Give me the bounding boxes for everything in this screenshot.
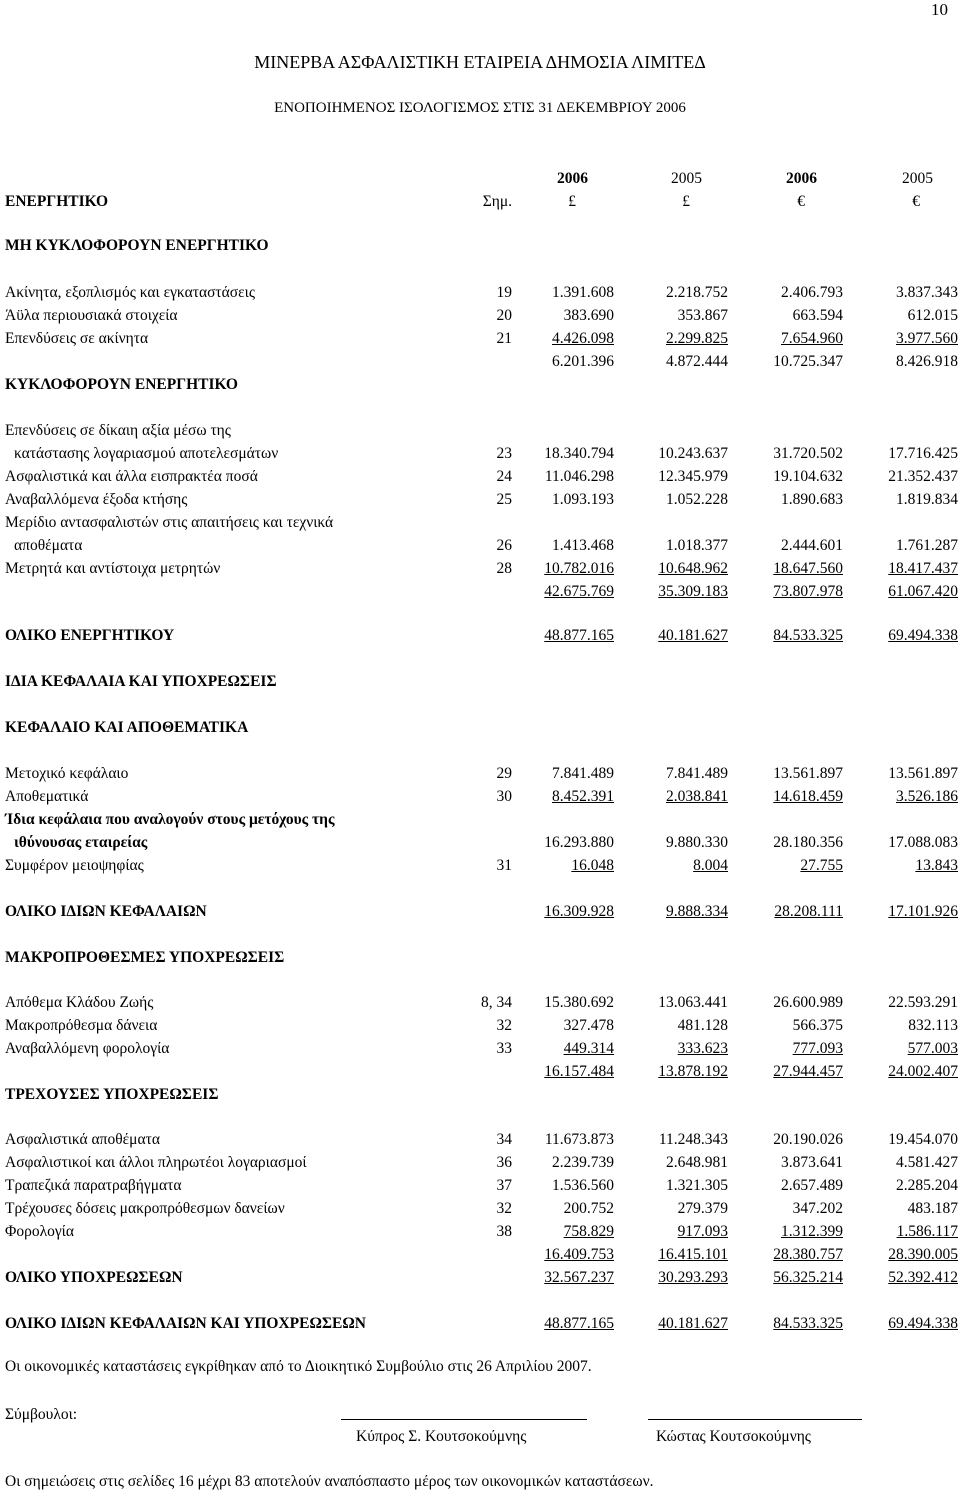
row-value-2005-gbp: 16.415.101 bbox=[658, 1246, 728, 1263]
row-value-2006-gbp: 32.567.237 bbox=[544, 1269, 614, 1286]
table-row bbox=[0, 627, 960, 649]
row-value-2006-gbp: 16.309.928 bbox=[544, 903, 614, 920]
row-value-2006-gbp: 11.673.873 bbox=[544, 1131, 614, 1148]
table-row bbox=[0, 788, 960, 810]
row-value-2006-gbp: 1.413.468 bbox=[552, 537, 614, 554]
row-value-2006-eur: 28.208.111 bbox=[774, 903, 843, 920]
signature-line-1 bbox=[341, 1419, 587, 1420]
row-value-2006-gbp: 42.675.769 bbox=[544, 583, 614, 600]
company-title: ΜΙΝΕΡΒΑ ΑΣΦΑΛΙΣΤΙΚΗ ΕΤΑΙΡΕΙΑ ΔΗΜΟΣΙΑ ΛΙΜΙΤΕΔ bbox=[254, 52, 706, 72]
advisors-label: Σύμβουλοι: bbox=[5, 1406, 78, 1423]
row-value-2005-eur: 69.494.338 bbox=[888, 1315, 958, 1332]
table-row bbox=[0, 1017, 960, 1039]
row-value-2005-gbp: 35.309.183 bbox=[658, 583, 728, 600]
row-note: 24 bbox=[496, 468, 512, 485]
table-row bbox=[0, 1177, 960, 1199]
table-row bbox=[0, 583, 960, 605]
row-value-2005-eur: 1.586.117 bbox=[896, 1223, 958, 1240]
row-value-2005-eur: 24.002.407 bbox=[888, 1063, 958, 1080]
signature-line-2 bbox=[648, 1419, 862, 1420]
row-value-2006-eur: 777.093 bbox=[792, 1040, 843, 1057]
row-value-2006-gbp: 11.046.298 bbox=[544, 468, 614, 485]
table-row bbox=[0, 1315, 960, 1337]
row-note: 25 bbox=[496, 491, 512, 508]
table-row bbox=[0, 994, 960, 1016]
table-row bbox=[0, 284, 960, 306]
row-value-2005-gbp: 8.004 bbox=[693, 857, 728, 874]
row-value-2006-eur: 73.807.978 bbox=[773, 583, 843, 600]
row-note: 26 bbox=[496, 537, 512, 554]
row-value-2006-eur: 19.104.632 bbox=[773, 468, 843, 485]
table-row bbox=[0, 834, 960, 856]
row-label: Επενδύσεις σε ακίνητα bbox=[5, 330, 149, 347]
row-note: 34 bbox=[496, 1131, 512, 1148]
row-label: Μακροπρόθεσμα δάνεια bbox=[5, 1017, 158, 1034]
signatory-1: Κύπρος Σ. Κουτσοκούμνης bbox=[356, 1428, 527, 1445]
table-row bbox=[0, 1131, 960, 1153]
year-2005-eur: 2005 bbox=[902, 170, 933, 187]
row-label: Αναβαλλόμενα έξοδα κτήσης bbox=[5, 491, 188, 508]
row-label: κατάστασης λογαριασμού αποτελεσμάτων bbox=[14, 445, 279, 462]
row-label: Άϋλα περιουσιακά στοιχεία bbox=[5, 307, 178, 324]
row-label: ΙΔΙΑ ΚΕΦΑΛΑΙΑ ΚΑΙ ΥΠΟΧΡΕΩΣΕΙΣ bbox=[5, 673, 277, 690]
row-value-2005-eur: 3.977.560 bbox=[896, 330, 958, 347]
row-value-2006-eur: 84.533.325 bbox=[773, 1315, 843, 1332]
row-note: 36 bbox=[496, 1154, 512, 1171]
table-row bbox=[0, 673, 960, 695]
row-label: Αποθεματικά bbox=[5, 788, 89, 805]
row-value-2005-eur: 612.015 bbox=[907, 307, 958, 324]
table-row bbox=[0, 1246, 960, 1268]
row-value-2006-gbp: 327.478 bbox=[563, 1017, 614, 1034]
table-row bbox=[0, 537, 960, 559]
row-value-2006-gbp: 10.782.016 bbox=[544, 560, 614, 577]
row-value-2006-gbp: 1.391.608 bbox=[552, 284, 614, 301]
row-value-2006-eur: 18.647.560 bbox=[773, 560, 843, 577]
row-label: Τραπεζικά παρατραβήγματα bbox=[5, 1177, 182, 1194]
row-value-2006-gbp: 8.452.391 bbox=[552, 788, 614, 805]
table-row bbox=[0, 422, 960, 444]
row-value-2005-eur: 483.187 bbox=[907, 1200, 958, 1217]
row-label: ΟΛΙΚΟ ΙΔΙΩΝ ΚΕΦΑΛΑΙΩΝ bbox=[5, 903, 207, 920]
row-label: Επενδύσεις σε δίκαιη αξία μέσω της bbox=[5, 422, 231, 439]
row-value-2005-eur: 1.761.287 bbox=[896, 537, 958, 554]
row-note: 37 bbox=[496, 1177, 512, 1194]
row-value-2005-eur: 13.561.897 bbox=[888, 765, 958, 782]
page-number: 10 bbox=[931, 0, 948, 19]
year-2005-gbp: 2005 bbox=[671, 170, 702, 187]
row-value-2005-gbp: 1.321.305 bbox=[666, 1177, 728, 1194]
row-value-2006-eur: 1.890.683 bbox=[781, 491, 843, 508]
row-value-2005-eur: 8.426.918 bbox=[896, 353, 958, 370]
currency-eur-2005: € bbox=[912, 193, 920, 210]
row-note: 33 bbox=[496, 1040, 512, 1057]
row-label: ΟΛΙΚΟ ΕΝΕΡΓΗΤΙΚΟΥ bbox=[5, 627, 175, 644]
table-row bbox=[0, 1154, 960, 1176]
row-value-2005-gbp: 2.299.825 bbox=[666, 330, 728, 347]
row-value-2005-gbp: 917.093 bbox=[677, 1223, 728, 1240]
row-value-2005-gbp: 7.841.489 bbox=[666, 765, 728, 782]
row-value-2006-eur: 20.190.026 bbox=[773, 1131, 843, 1148]
row-value-2006-eur: 27.755 bbox=[800, 857, 843, 874]
row-value-2006-eur: 7.654.960 bbox=[781, 330, 843, 347]
row-value-2005-gbp: 333.623 bbox=[677, 1040, 728, 1057]
row-note: 23 bbox=[496, 445, 512, 462]
row-label: ΤΡΕΧΟΥΣΕΣ ΥΠΟΧΡΕΩΣΕΙΣ bbox=[5, 1086, 219, 1103]
table-row bbox=[0, 514, 960, 536]
row-value-2006-eur: 2.406.793 bbox=[781, 284, 843, 301]
row-label: Ασφαλιστικοί και άλλοι πληρωτέοι λογαριασμοί bbox=[5, 1154, 307, 1171]
row-label: Μερίδιο αντασφαλιστών στις απαιτήσεις και τεχνικά bbox=[5, 514, 334, 531]
row-value-2006-eur: 14.618.459 bbox=[773, 788, 843, 805]
table-row bbox=[0, 1223, 960, 1245]
row-value-2006-gbp: 200.752 bbox=[563, 1200, 614, 1217]
row-value-2006-eur: 84.533.325 bbox=[773, 627, 843, 644]
row-value-2006-gbp: 16.048 bbox=[571, 857, 614, 874]
row-value-2006-eur: 27.944.457 bbox=[773, 1063, 843, 1080]
row-value-2006-eur: 2.657.489 bbox=[781, 1177, 843, 1194]
row-label: Αναβαλλόμενη φορολογία bbox=[5, 1040, 170, 1057]
row-value-2006-gbp: 48.877.165 bbox=[544, 627, 614, 644]
row-label: Ίδια κεφάλαια που αναλογούν στους μετόχους της bbox=[5, 811, 335, 828]
table-row bbox=[0, 903, 960, 925]
row-label: ΜΑΚΡΟΠΡΟΘΕΣΜΕΣ ΥΠΟΧΡΕΩΣΕΙΣ bbox=[5, 949, 285, 966]
row-value-2006-gbp: 383.690 bbox=[563, 307, 614, 324]
balance-sheet-title: ΕΝΟΠΟΙΗΜΕΝΟΣ ΙΣΟΛΟΓΙΣΜΟΣ ΣΤΙΣ 31 ΔΕΚΕΜΒΡΙΟΥ 2006 bbox=[274, 100, 686, 116]
row-value-2005-gbp: 353.867 bbox=[677, 307, 728, 324]
row-label: ΜΗ ΚΥΚΛΟΦΟΡΟΥΝ ΕΝΕΡΓΗΤΙΚΟ bbox=[5, 237, 269, 254]
row-value-2005-gbp: 10.648.962 bbox=[658, 560, 728, 577]
row-value-2006-eur: 28.380.757 bbox=[773, 1246, 843, 1263]
row-value-2005-gbp: 13.063.441 bbox=[658, 994, 728, 1011]
note-column-heading: Σημ. bbox=[482, 193, 512, 210]
row-value-2005-gbp: 1.018.377 bbox=[666, 537, 728, 554]
row-value-2005-eur: 21.352.437 bbox=[888, 468, 958, 485]
row-label: Συμφέρον μειοψηφίας bbox=[5, 857, 144, 874]
row-value-2006-eur: 566.375 bbox=[792, 1017, 843, 1034]
row-note: 32 bbox=[496, 1200, 512, 1217]
row-value-2006-gbp: 18.340.794 bbox=[544, 445, 614, 462]
row-value-2006-eur: 56.325.214 bbox=[773, 1269, 843, 1286]
table-row bbox=[0, 857, 960, 879]
row-note: 28 bbox=[496, 560, 512, 577]
row-value-2005-gbp: 2.648.981 bbox=[666, 1154, 728, 1171]
row-value-2006-gbp: 16.409.753 bbox=[544, 1246, 614, 1263]
row-value-2005-eur: 22.593.291 bbox=[888, 994, 958, 1011]
row-value-2006-gbp: 16.157.484 bbox=[544, 1063, 614, 1080]
currency-gbp-2006: £ bbox=[568, 193, 576, 210]
table-row bbox=[0, 330, 960, 352]
row-label: Μετρητά και αντίστοιχα μετρητών bbox=[5, 560, 221, 577]
row-label: αποθέματα bbox=[14, 537, 83, 554]
table-row bbox=[0, 491, 960, 513]
row-value-2005-gbp: 13.878.192 bbox=[658, 1063, 728, 1080]
row-value-2006-gbp: 6.201.396 bbox=[552, 353, 614, 370]
table-row bbox=[0, 353, 960, 375]
row-value-2006-eur: 31.720.502 bbox=[773, 445, 843, 462]
row-value-2005-gbp: 40.181.627 bbox=[658, 627, 728, 644]
row-value-2005-gbp: 2.218.752 bbox=[666, 284, 728, 301]
row-value-2005-eur: 3.526.186 bbox=[896, 788, 958, 805]
row-value-2005-eur: 61.067.420 bbox=[888, 583, 958, 600]
table-row bbox=[0, 468, 960, 490]
row-value-2006-gbp: 48.877.165 bbox=[544, 1315, 614, 1332]
row-value-2005-eur: 13.843 bbox=[915, 857, 958, 874]
row-value-2005-gbp: 1.052.228 bbox=[666, 491, 728, 508]
signatory-2: Κώστας Κουτσοκούμνης bbox=[656, 1428, 811, 1445]
currency-gbp-2005: £ bbox=[682, 193, 690, 210]
table-row bbox=[0, 307, 960, 329]
row-value-2005-gbp: 10.243.637 bbox=[658, 445, 728, 462]
row-value-2006-gbp: 2.239.739 bbox=[552, 1154, 614, 1171]
row-value-2005-eur: 1.819.834 bbox=[896, 491, 958, 508]
row-label: ΟΛΙΚΟ ΙΔΙΩΝ ΚΕΦΑΛΑΙΩΝ ΚΑΙ ΥΠΟΧΡΕΩΣΕΩΝ bbox=[5, 1315, 366, 1332]
row-value-2005-gbp: 40.181.627 bbox=[658, 1315, 728, 1332]
table-row bbox=[0, 1063, 960, 1085]
row-value-2005-gbp: 2.038.841 bbox=[666, 788, 728, 805]
approval-note: Οι οικονομικές καταστάσεις εγκρίθηκαν από το Διοικητικό Συμβούλιο στις 26 Απριλίου 2007. bbox=[5, 1358, 592, 1375]
row-value-2005-gbp: 9.880.330 bbox=[666, 834, 728, 851]
row-value-2005-eur: 28.390.005 bbox=[888, 1246, 958, 1263]
row-label: Μετοχικό κεφάλαιο bbox=[5, 765, 129, 782]
row-label: Ασφαλιστικά αποθέματα bbox=[5, 1131, 160, 1148]
row-value-2005-gbp: 30.293.293 bbox=[658, 1269, 728, 1286]
row-value-2005-eur: 69.494.338 bbox=[888, 627, 958, 644]
row-value-2006-eur: 26.600.989 bbox=[773, 994, 843, 1011]
row-label: Τρέχουσες δόσεις μακροπρόθεσμων δανείων bbox=[5, 1200, 285, 1217]
table-row bbox=[0, 949, 960, 971]
currency-eur-2006: € bbox=[797, 193, 805, 210]
column-year-header bbox=[0, 170, 960, 192]
row-label: ΟΛΙΚΟ ΥΠΟΧΡΕΩΣΕΩΝ bbox=[5, 1269, 183, 1286]
column-currency-header bbox=[0, 193, 960, 215]
row-value-2006-eur: 2.444.601 bbox=[781, 537, 843, 554]
row-value-2005-eur: 4.581.427 bbox=[896, 1154, 958, 1171]
row-note: 19 bbox=[496, 284, 512, 301]
row-value-2005-eur: 18.417.437 bbox=[888, 560, 958, 577]
row-value-2005-eur: 17.716.425 bbox=[888, 445, 958, 462]
row-value-2006-gbp: 15.380.692 bbox=[544, 994, 614, 1011]
row-note: 20 bbox=[496, 307, 512, 324]
row-note: 8, 34 bbox=[481, 994, 512, 1011]
table-row bbox=[0, 1200, 960, 1222]
row-value-2006-eur: 3.873.641 bbox=[781, 1154, 843, 1171]
row-note: 29 bbox=[496, 765, 512, 782]
row-value-2005-eur: 19.454.070 bbox=[888, 1131, 958, 1148]
row-value-2006-gbp: 758.829 bbox=[563, 1223, 614, 1240]
row-value-2005-gbp: 4.872.444 bbox=[666, 353, 728, 370]
row-value-2006-eur: 347.202 bbox=[792, 1200, 843, 1217]
footnote: Οι σημειώσεις στις σελίδες 16 μέχρι 83 αποτελούν αναπόσπαστο μέρος των οικονομικών καταστάσεων. bbox=[5, 1473, 654, 1490]
row-value-2006-eur: 663.594 bbox=[792, 307, 843, 324]
row-note: 38 bbox=[496, 1223, 512, 1240]
row-value-2006-eur: 10.725.347 bbox=[773, 353, 843, 370]
row-value-2005-eur: 17.101.926 bbox=[888, 903, 958, 920]
row-value-2005-gbp: 481.128 bbox=[677, 1017, 728, 1034]
row-value-2005-gbp: 279.379 bbox=[677, 1200, 728, 1217]
year-2006-gbp: 2006 bbox=[557, 170, 588, 187]
row-note: 31 bbox=[496, 857, 512, 874]
row-value-2006-gbp: 1.536.560 bbox=[552, 1177, 614, 1194]
row-value-2005-gbp: 11.248.343 bbox=[658, 1131, 728, 1148]
row-value-2005-eur: 3.837.343 bbox=[896, 284, 958, 301]
assets-heading: ΕΝΕΡΓΗΤΙΚΟ bbox=[5, 193, 109, 210]
row-value-2006-gbp: 1.093.193 bbox=[552, 491, 614, 508]
row-value-2006-gbp: 7.841.489 bbox=[552, 765, 614, 782]
row-note: 21 bbox=[496, 330, 512, 347]
table-row bbox=[0, 237, 960, 259]
row-value-2006-gbp: 4.426.098 bbox=[552, 330, 614, 347]
row-value-2006-eur: 13.561.897 bbox=[773, 765, 843, 782]
row-value-2005-eur: 2.285.204 bbox=[896, 1177, 958, 1194]
row-note: 32 bbox=[496, 1017, 512, 1034]
row-label: ΚΕΦΑΛΑΙΟ ΚΑΙ ΑΠΟΘΕΜΑΤΙΚΑ bbox=[5, 719, 249, 736]
row-label: ΚΥΚΛΟΦΟΡΟΥΝ ΕΝΕΡΓΗΤΙΚΟ bbox=[5, 376, 238, 393]
row-value-2006-gbp: 449.314 bbox=[563, 1040, 614, 1057]
table-row bbox=[0, 560, 960, 582]
row-value-2006-gbp: 16.293.880 bbox=[544, 834, 614, 851]
row-label: ιθύνουσας εταιρείας bbox=[14, 834, 148, 851]
table-row bbox=[0, 765, 960, 787]
table-row bbox=[0, 445, 960, 467]
table-row bbox=[0, 1086, 960, 1108]
row-value-2005-gbp: 9.888.334 bbox=[666, 903, 728, 920]
table-row bbox=[0, 1040, 960, 1062]
row-value-2006-eur: 1.312.399 bbox=[781, 1223, 843, 1240]
row-value-2005-gbp: 12.345.979 bbox=[658, 468, 728, 485]
row-label: Φορολογία bbox=[5, 1223, 74, 1240]
row-value-2005-eur: 832.113 bbox=[908, 1017, 958, 1034]
row-value-2005-eur: 577.003 bbox=[907, 1040, 958, 1057]
row-label: Ασφαλιστικά και άλλα εισπρακτέα ποσά bbox=[5, 468, 258, 485]
row-value-2006-eur: 28.180.356 bbox=[773, 834, 843, 851]
table-row bbox=[0, 376, 960, 398]
row-value-2005-eur: 52.392.412 bbox=[888, 1269, 958, 1286]
table-row bbox=[0, 719, 960, 741]
row-note: 30 bbox=[496, 788, 512, 805]
table-row bbox=[0, 1269, 960, 1291]
table-row bbox=[0, 811, 960, 833]
row-label: Ακίνητα, εξοπλισμός και εγκαταστάσεις bbox=[5, 284, 255, 301]
year-2006-eur: 2006 bbox=[786, 170, 817, 187]
row-value-2005-eur: 17.088.083 bbox=[888, 834, 958, 851]
row-label: Απόθεμα Κλάδου Ζωής bbox=[5, 994, 154, 1011]
